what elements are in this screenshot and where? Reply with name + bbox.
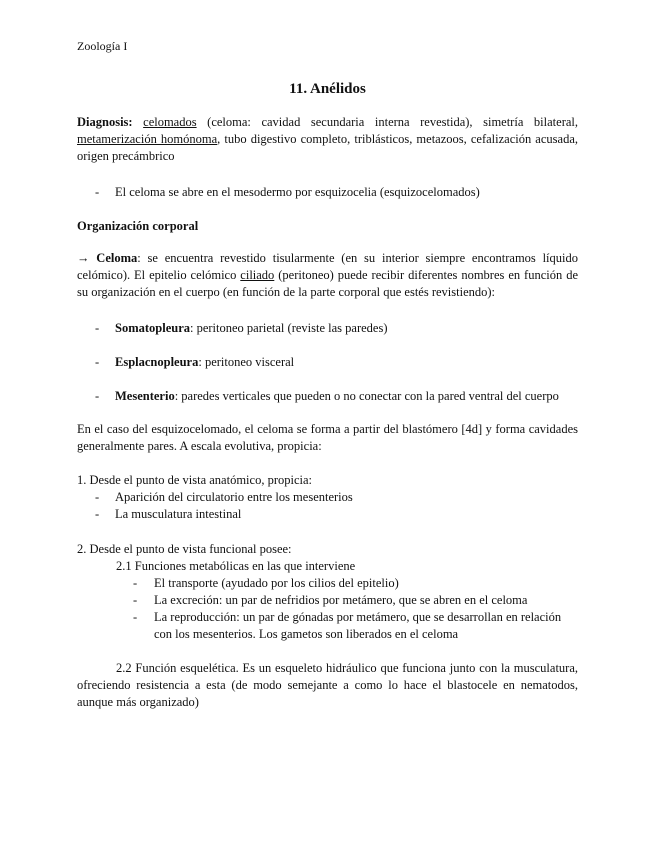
layer-label: Esplacnopleura <box>115 355 199 369</box>
celoma-text-1: : se encuentra revestido tisularmente (en su interior siempre encontramos líquido celómico). El epitelio celómico <box>77 251 578 282</box>
list-item: - La musculatura intestinal <box>77 506 578 523</box>
layer-text: : peritoneo visceral <box>198 355 295 369</box>
celoma-text-2: (peritoneo) puede recibir diferentes nombres en función de su organización en el cuerpo (en función de la parte corporal que estés revistiendo): <box>77 268 578 299</box>
layer-text: : peritoneo parietal (reviste las paredes) <box>190 321 388 335</box>
point-2-label: 2. Desde el punto de vista funcional posee: <box>77 542 292 556</box>
diagnosis-text-2: , tubo digestivo completo, triblásticos, metazoos, cefalización acusada, origen precámbrico <box>77 132 578 163</box>
list-item: - La reproducción: un par de gónadas por metámero, que se desarrollan en relación con los mesenterios. Los gametos son liberados en el celoma <box>77 609 578 643</box>
point-1 <box>77 472 578 523</box>
diagnosis-bullet-list <box>77 184 578 201</box>
diagnosis-label: Diagnosis: <box>77 115 133 129</box>
layer-item-somatopleura <box>77 320 578 337</box>
diagnosis-text-1: (celoma: cavidad secundaria interna revestida), simetría bilateral, <box>196 115 579 129</box>
section-heading: Organización corporal <box>77 219 199 233</box>
layer-label: Somatopleura <box>115 321 190 335</box>
list-item: - El transporte (ayudado por los cilios del epitelio) <box>77 575 578 592</box>
diagnosis-paragraph <box>77 114 578 165</box>
celoma-label: Celoma <box>96 251 138 265</box>
layer-text: : paredes verticales que pueden o no conectar con la pared ventral del cuerpo <box>174 389 559 403</box>
list-item: - La excreción: un par de nefridios por metámero, que se abren en el celoma <box>77 592 578 609</box>
arrow-icon: → <box>77 251 90 265</box>
diagnosis-bullet: - El celoma se abre en el mesodermo por esquizocelia (esquizocelomados) <box>77 184 578 201</box>
celoma-term-ciliado: ciliado <box>240 268 275 282</box>
point-2-1-label: 2.1 Funciones metabólicas en las que interviene <box>116 559 356 573</box>
page-title: 11. Anélidos <box>289 81 366 97</box>
diagnosis-term-metamerizacion: metamerización homónoma <box>77 132 218 146</box>
layer-label: Mesenterio <box>115 389 175 403</box>
point-2-2-paragraph: 2.2 Función esquelética. Es un esqueleto hidráulico que funciona junto con la musculatura, ofreciendo resistencia a esta (de modo semejante a como lo hace el blastocele en nematodos, aunque más organizado) <box>77 661 578 709</box>
diagnosis-term-celomados: celomados <box>143 115 197 129</box>
layer-item-mesenterio <box>77 388 578 405</box>
list-item: - Aparición del circulatorio entre los mesenterios <box>77 489 578 506</box>
celoma-paragraph <box>77 250 578 301</box>
layer-item-esplacnopleura <box>77 354 578 371</box>
esquizo-paragraph: En el caso del esquizocelomado, el celoma se forma a partir del blastómero [4d] y forma cavidades generalmente pares. A escala evolutiva, propicia: <box>77 422 578 453</box>
point-2 <box>77 541 578 643</box>
document-header: Zoología I <box>77 39 128 53</box>
point-1-label: 1. Desde el punto de vista anatómico, propicia: <box>77 473 313 487</box>
